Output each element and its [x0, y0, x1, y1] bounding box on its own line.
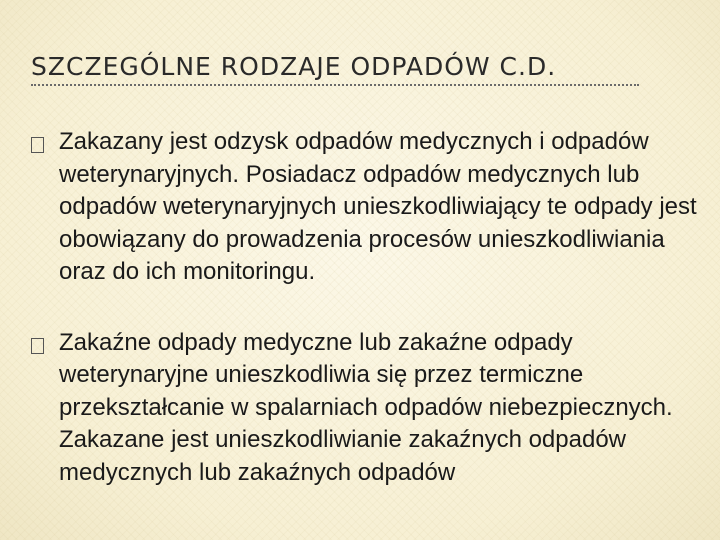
- list-item: [31, 327, 706, 490]
- bullet-list: [31, 126, 706, 527]
- list-item-text: Zakaźne odpady medyczne lub zakaźne odpady weterynaryjne unieszkodliwia się przez termiczne przekształcanie w spalarniach odpadów niebezpiecznych. Zakazane jest unieszkodliwianie zakaźnych odpadów medycznych lub zakaźnych odpadów: [59, 328, 673, 486]
- square-bullet-icon: [31, 338, 44, 354]
- title-underline: [31, 84, 639, 86]
- slide-title: SZCZEGÓLNE RODZAJE ODPADÓW C.D.: [31, 52, 557, 81]
- list-item: [31, 126, 706, 289]
- square-bullet-icon: [31, 137, 44, 153]
- list-item-text: Zakazany jest odzysk odpadów medycznych i odpadów weterynaryjnych. Posiadacz odpadów medycznych lub odpadów weterynaryjnych unieszkodliwiający te odpady jest obowiązany do prowadzenia procesów unieszkodliwiania oraz do ich monitoringu.: [59, 128, 697, 285]
